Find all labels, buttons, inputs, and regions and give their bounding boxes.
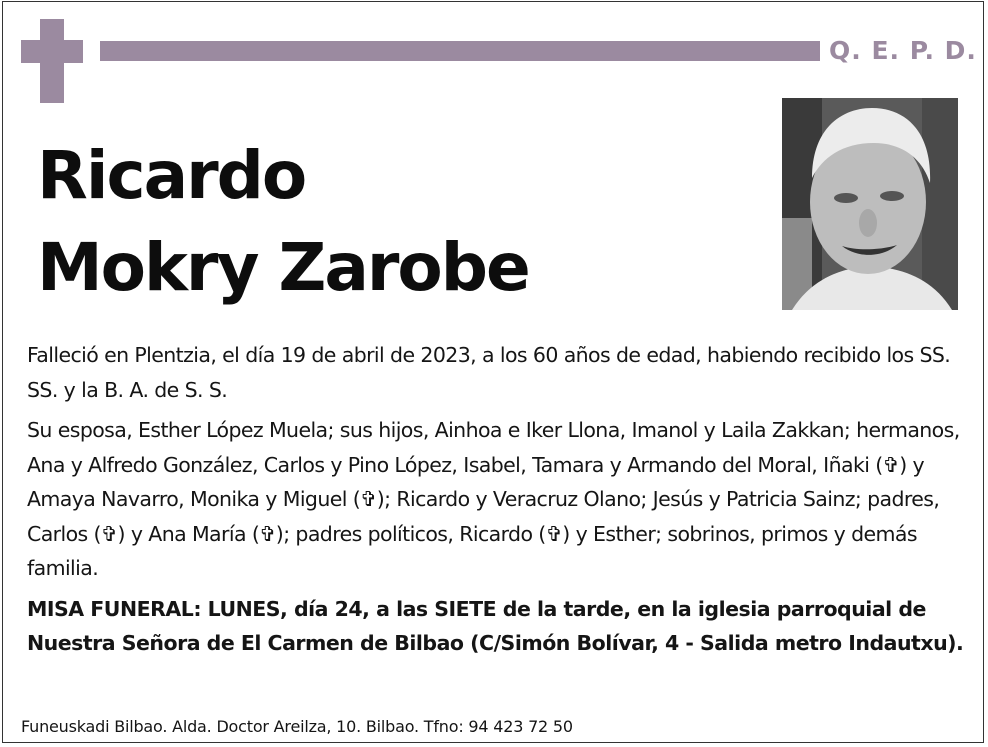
obituary-notice [2,1,984,743]
family-list: Su esposa, Esther López Muela; sus hijos, Ainhoa e Iker Llona, Imanol y Laila Zakkan; hermanos, Ana y Alfredo González, Carlos y Pino López, Isabel, Tamara y Armando del Moral, Iñaki (✞) y Amaya Navarro, Monika y Miguel (✞); Ricardo y Veracruz Olano; Jesús y Patricia Sainz; padres, Carlos (✞) y Ana María (✞); padres políticos, Ricardo (✞) y Esther; sobrinos, primos y demás familia. [27,418,960,580]
header-rule [100,41,820,61]
portrait-photo [782,98,958,310]
deceased-name [37,130,529,314]
name-line-1: Ricardo [37,137,306,214]
death-statement: Falleció en Plentzia, el día 19 de abril de 2023, a los 60 años de edad, habiendo recibido los SS. SS. y la B. A. de S. S. [27,343,951,402]
portrait-image [782,98,958,310]
name-line-2: Mokry Zarobe [37,229,529,306]
qepd-label: Q. E. P. D. [829,36,977,65]
funeral-home-footer: Funeuskadi Bilbao. Alda. Doctor Areilza, 10. Bilbao. Tfno: 94 423 72 50 [21,717,573,736]
cross-icon-bar [21,40,83,63]
funeral-mass-details: MISA FUNERAL: LUNES, día 24, a las SIETE de la tarde, en la iglesia parroquial de Nuestra Señora de El Carmen de Bilbao (C/Simón Bolívar, 4 - Salida metro Indautxu). [27,596,964,655]
notice-body [27,338,972,667]
